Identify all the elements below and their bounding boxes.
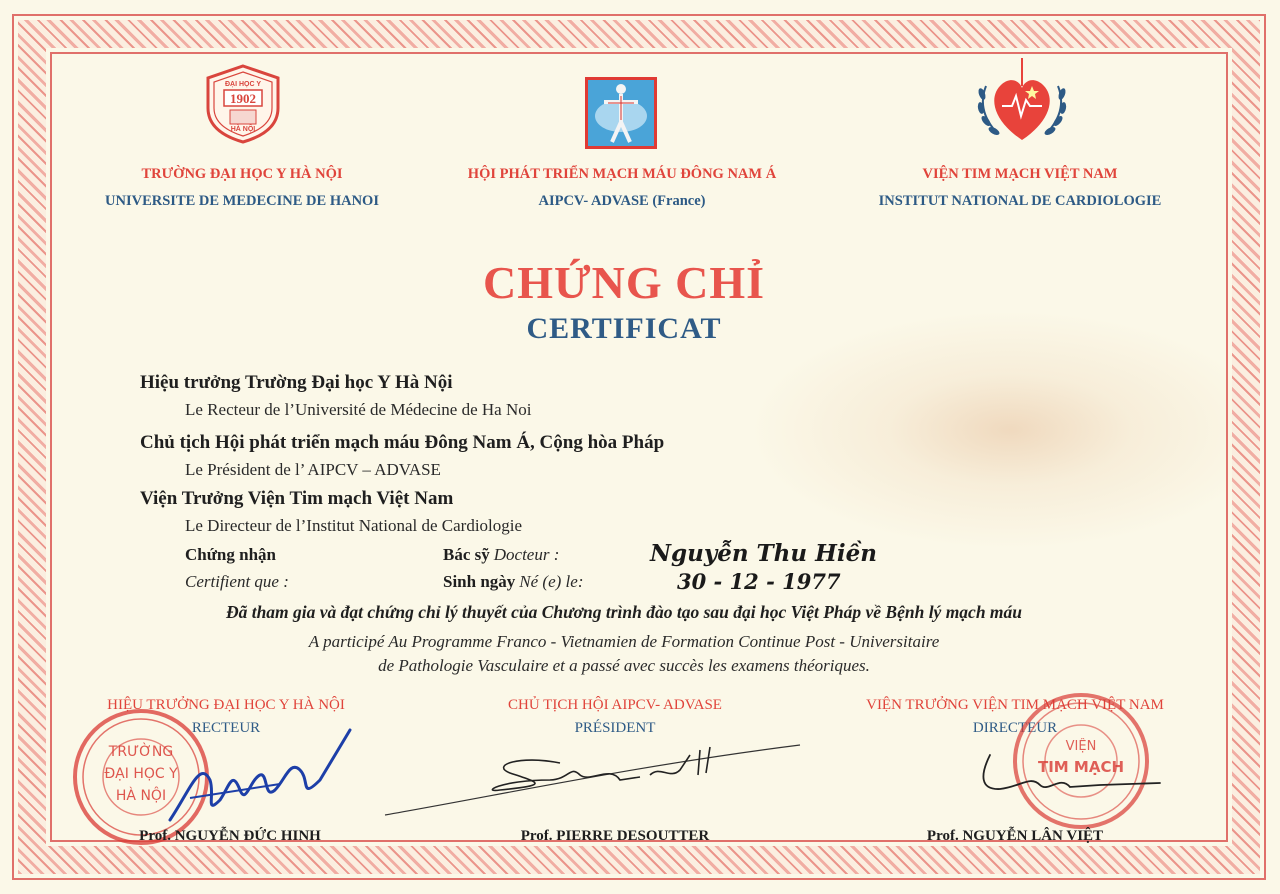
statement-vn: Đã tham gia và đạt chứng chỉ lý thuyết của Chương trình đào tạo sau đại học Việt Pháp về Bệnh lý mạch máu	[225, 602, 1023, 622]
signatory-center-title-vn: CHỦ TỊCH HỘI AIPCV- ADVASE	[508, 697, 722, 713]
certificate-title-fr: CERTIFICAT	[526, 312, 722, 345]
signatory-left-title-fr: RECTEUR	[191, 720, 261, 736]
issuer-2-fr: Le Président de l’ AIPCV – ADVASE	[185, 460, 441, 479]
heart-laurel-logo-icon	[972, 56, 1072, 146]
signatory-right-name: Prof. NGUYỄN LÂN VIỆT	[926, 828, 1104, 844]
seal-bottom-text: HÀ NỘI	[230, 126, 256, 133]
university-seal-icon	[202, 64, 284, 144]
signatory-left-name: Prof. NGUYỄN ĐỨC HINH	[139, 828, 321, 844]
certify-label-vn: Chứng nhận	[185, 545, 277, 564]
doctor-label-fr: Docteur :	[493, 545, 560, 564]
birth-label-fr: Né (e) le:	[519, 572, 584, 591]
center-institution-name-vn: HỘI PHÁT TRIỂN MẠCH MÁU ĐÔNG NAM Á	[467, 166, 777, 182]
signatory-center-name: Prof. PIERRE DESOUTTER	[520, 828, 710, 844]
signatory-right-title-fr: DIRECTEUR	[972, 720, 1058, 736]
issuer-3-fr: Le Directeur de l’Institut National de Cardiologie	[185, 516, 523, 535]
stamp-left-line3: HÀ NỘI	[115, 788, 167, 804]
date-of-birth: 30 - 12 - 1977	[677, 569, 841, 594]
statement-fr-line2: de Pathologie Vasculaire et a passé avec succès les examens théoriques.	[378, 656, 870, 675]
doctor-label	[443, 545, 559, 565]
stamp-left-line2: ĐẠI HỌC Y	[104, 766, 178, 782]
certify-label-fr: Certifient que :	[185, 572, 289, 591]
center-signature-icon	[380, 735, 810, 825]
stamp-right-line1: VIỆN	[1065, 739, 1097, 754]
stamp-right-line2: TIM MẠCH	[1037, 758, 1125, 776]
recipient-name: Nguyễn Thu Hiền	[650, 540, 877, 567]
right-institution-name-fr: INSTITUT NATIONAL DE CARDIOLOGIE	[878, 193, 1162, 209]
vascular-figure-logo-icon	[584, 76, 658, 150]
signatory-center-title-fr: PRÉSIDENT	[574, 720, 656, 736]
certificate-title-vn: CHỨNG CHỈ	[482, 257, 765, 308]
signatory-left-title-vn: HIỆU TRƯỞNG ĐẠI HỌC Y HÀ NỘI	[107, 697, 345, 713]
birth-label-vn: Sinh ngày	[443, 572, 516, 591]
seal-year-text: 1902	[230, 91, 256, 106]
center-institution-name-fr: AIPCV- ADVASE (France)	[538, 193, 706, 209]
signatory-right-title-vn: VIỆN TRƯỞNG VIỆN TIM MẠCH VIỆT NAM	[866, 697, 1164, 713]
birth-label	[443, 572, 583, 592]
issuer-2-vn: Chủ tịch Hội phát triển mạch máu Đông Nam Á, Cộng hòa Pháp	[140, 432, 665, 453]
left-signature-icon	[160, 720, 360, 830]
stamp-left-line1: TRƯỜNG	[108, 744, 174, 760]
right-signature-icon	[960, 745, 1170, 805]
statement-fr-line1: A participé Au Programme Franco - Vietnamien de Formation Continue Post - Universitaire	[308, 632, 940, 651]
doctor-label-vn: Bác sỹ	[443, 545, 490, 564]
left-institution-name-vn: TRƯỜNG ĐẠI HỌC Y HÀ NỘI	[141, 166, 343, 182]
left-institution-name-fr: UNIVERSITE DE MEDECINE DE HANOI	[105, 193, 379, 209]
issuer-1-fr: Le Recteur de l’Université de Médecine de Ha Noi	[185, 400, 532, 419]
right-institution-name-vn: VIỆN TIM MẠCH VIỆT NAM	[922, 166, 1118, 182]
seal-top-text: ĐẠI HỌC Y	[224, 81, 262, 88]
issuer-1-vn: Hiệu trưởng Trường Đại học Y Hà Nội	[140, 372, 453, 393]
issuer-3-vn: Viện Trưởng Viện Tim mạch Việt Nam	[140, 488, 454, 509]
